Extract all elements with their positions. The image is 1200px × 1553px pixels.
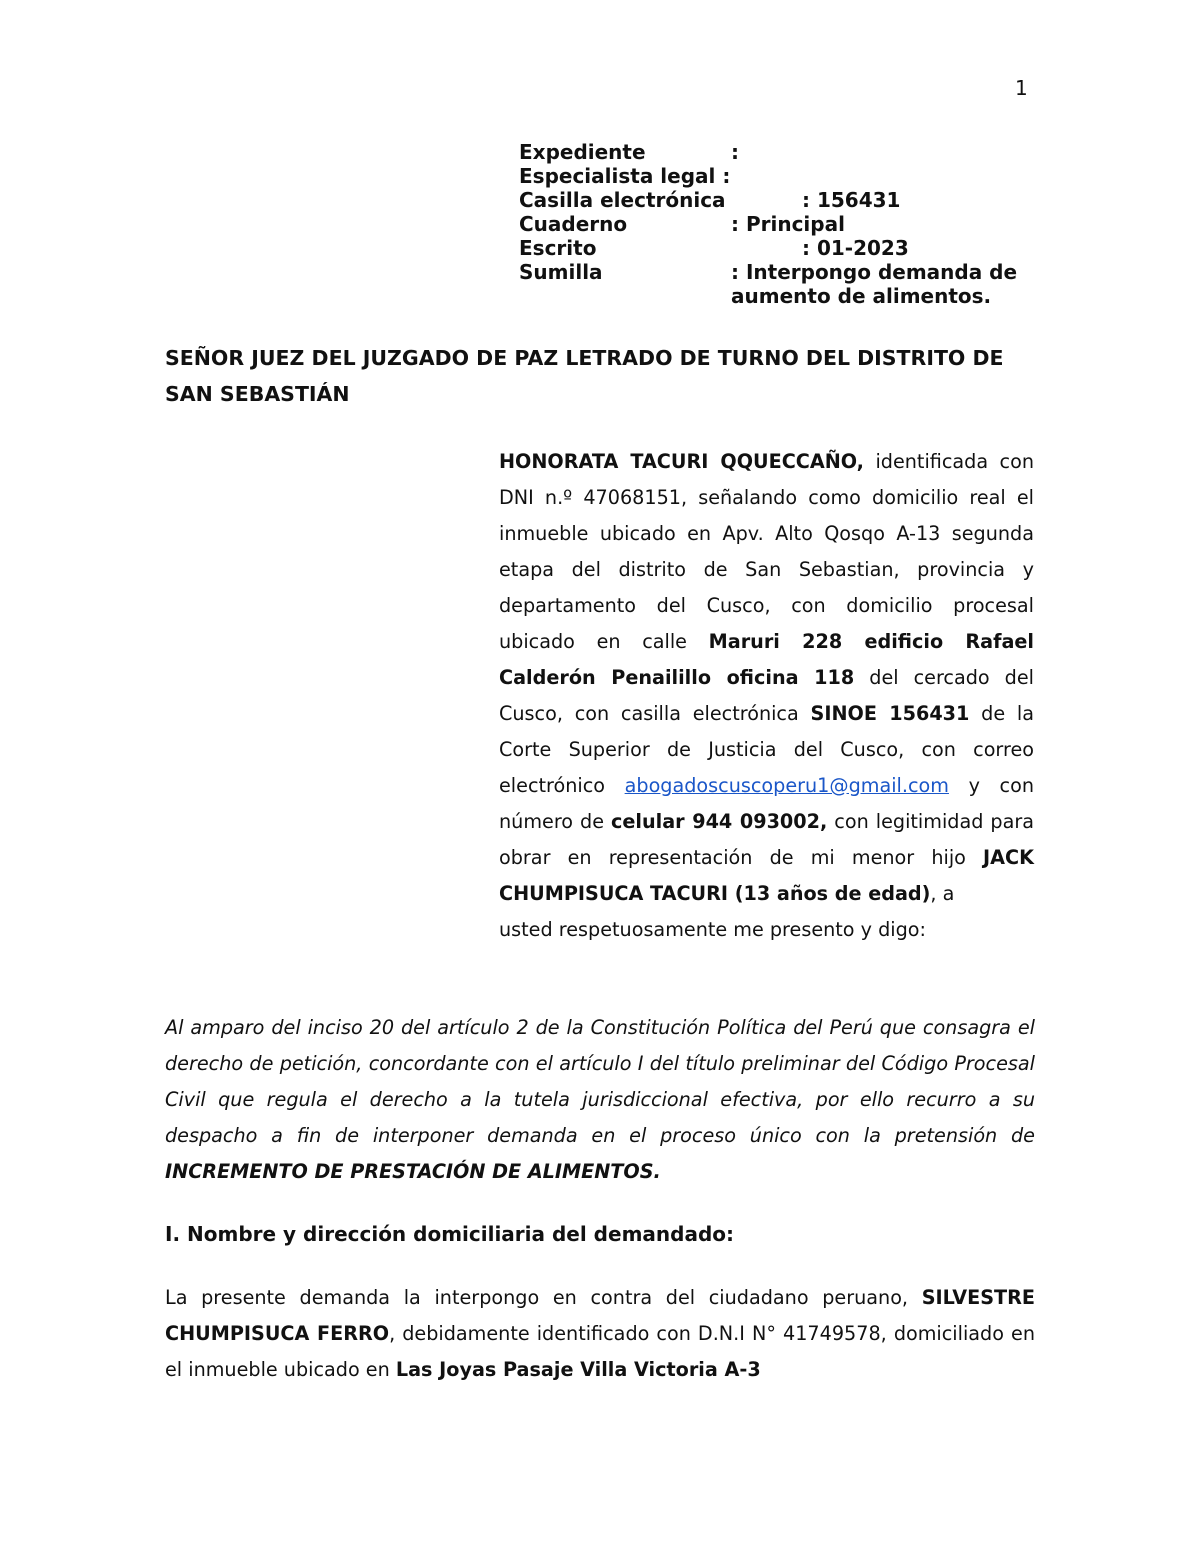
defendant-text-1: La presente demanda la interpongo en contra del ciudadano peruano,	[165, 1286, 922, 1309]
defendant-name: SILVESTRE CHUMPISUCA FERRO	[165, 1286, 1035, 1345]
expediente-label: Expediente	[519, 140, 646, 164]
introduction-paragraph	[499, 444, 1034, 948]
casilla-label: Casilla electrónica	[519, 188, 726, 212]
sumilla-continuation: aumento de alimentos.	[731, 284, 992, 308]
intro-text-1: identificada con DNI n.º 47068151, señalando como domicilio real el inmueble ubicado en Apv. Alto Qosqo A-13 segunda etapa del distrito de San Sebastian, provincia y departamento del Cusco, con domicilio procesal ubicado en calle	[499, 450, 1035, 653]
case-header	[519, 140, 1039, 308]
cuaderno-label: Cuaderno	[519, 212, 628, 236]
petition-claim: INCREMENTO DE PRESTACIÓN DE ALIMENTOS.	[165, 1160, 661, 1183]
expediente-separator: :	[731, 140, 739, 164]
petition-paragraph	[165, 1010, 1035, 1190]
sumilla-label: Sumilla	[519, 260, 603, 284]
intro-text-2: del cercado del Cusco, con casilla electrónica	[499, 666, 1034, 725]
casilla-value: : 156431	[802, 188, 901, 212]
petition-text: Al amparo del inciso 20 del artículo 2 de la Constitución Política del Perú que consagra el derecho de petición, concordante con el artículo I del título preliminar del Código Procesal Civil que regula el derecho a la tutela jurisdiccional efectiva, por ello recurro a su despacho a fin de interponer demanda en el proceso único con la pretensión de	[165, 1016, 1035, 1147]
email-link[interactable]: abogadoscuscoperu1@gmail.com	[624, 774, 949, 797]
escrito-row	[519, 236, 1039, 260]
defendant-paragraph	[165, 1280, 1035, 1388]
intro-text-3: de la Corte Superior de Justicia del Cusco, con correo electrónico	[499, 702, 1034, 797]
cuaderno-row	[519, 212, 1039, 236]
especialista-row	[519, 164, 1039, 188]
intro-closing: usted respetuosamente me presento y digo:	[499, 918, 926, 941]
addressee: SEÑOR JUEZ DEL JUZGADO DE PAZ LETRADO DE TURNO DEL DISTRITO DE SAN SEBASTIÁN	[165, 346, 1004, 406]
intro-text-5: con legitimidad para obrar en representación de mi menor hijo	[499, 810, 1034, 869]
defendant-address: Las Joyas Pasaje Villa Victoria A-3	[395, 1358, 761, 1381]
escrito-label: Escrito	[519, 236, 597, 260]
cuaderno-value: : Principal	[731, 212, 845, 236]
procedural-address: Maruri 228 edificio Rafael Calderón Penailillo oficina 118	[499, 630, 1034, 689]
intro-text-4: y con número de	[499, 774, 1034, 833]
defendant-text-2: , debidamente identificado con D.N.I N° 41749578, domiciliado en el inmueble ubicado en	[165, 1322, 1036, 1381]
intro-text-6: , a	[930, 882, 955, 905]
expediente-row	[519, 140, 1039, 164]
phone-number: celular 944 093002,	[611, 810, 828, 833]
sumilla-value: : Interpongo demanda de	[731, 260, 1018, 284]
page-number: 1	[1015, 76, 1028, 100]
escrito-value: : 01-2023	[802, 236, 909, 260]
casilla-row	[519, 188, 1039, 212]
plaintiff-name: HONORATA TACURI QQUECCAÑO,	[499, 450, 864, 473]
especialista-label: Especialista legal :	[519, 164, 731, 188]
sumilla-row	[519, 260, 1039, 284]
child-name: JACK CHUMPISUCA TACURI (13 años de edad)	[499, 846, 1034, 905]
section-1-title: I. Nombre y dirección domiciliaria del demandado:	[165, 1222, 735, 1246]
sinoe-number: SINOE 156431	[810, 702, 970, 725]
